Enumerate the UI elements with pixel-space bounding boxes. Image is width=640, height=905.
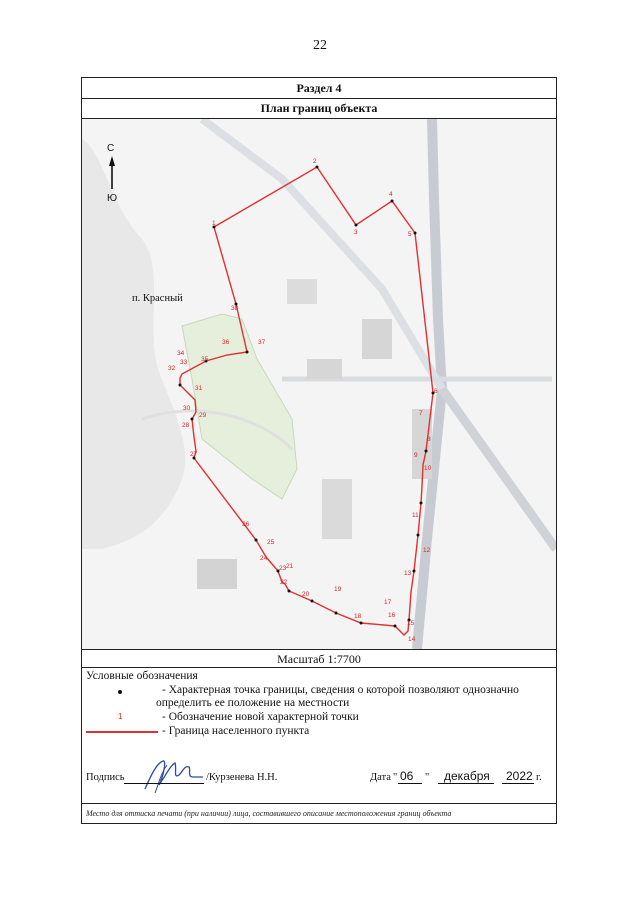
- north-label: С: [107, 143, 115, 154]
- map-canvas: [82, 119, 556, 649]
- point-label: 32: [168, 365, 176, 372]
- boundary-point: [191, 418, 194, 421]
- building: [307, 359, 342, 379]
- building: [362, 319, 392, 359]
- signatory-name: /Курзенева Н.Н.: [206, 772, 278, 783]
- point-label: 38: [231, 305, 239, 312]
- point-label: 1: [212, 220, 216, 227]
- boundary-point: [391, 200, 394, 203]
- point-label: 5: [408, 231, 412, 238]
- boundary-point: [425, 450, 428, 453]
- point-label: 29: [199, 412, 207, 419]
- date-year: 2022: [506, 769, 533, 783]
- point-label: 26: [242, 521, 250, 528]
- date-day-line: [398, 783, 422, 784]
- south-label: Ю: [107, 193, 118, 204]
- legend-number-symbol: 1: [118, 712, 123, 721]
- building: [322, 479, 352, 539]
- point-label: 24: [260, 555, 268, 562]
- boundary-map[interactable]: [82, 119, 556, 649]
- boundary-point: [316, 166, 319, 169]
- point-label: 35: [201, 356, 209, 363]
- point-label: 17: [384, 599, 392, 606]
- document-frame: [81, 77, 557, 824]
- point-label: 2: [313, 158, 317, 165]
- point-label: 10: [424, 465, 432, 472]
- legend-item-text: - Характерная точка границы, сведения о которой позволяют однозначно: [162, 684, 519, 696]
- point-label: 19: [334, 586, 342, 593]
- point-label: 11: [412, 512, 419, 519]
- boundary-point: [420, 502, 423, 505]
- date-year-line: [502, 783, 534, 784]
- date-month-line: [438, 783, 494, 784]
- boundary-point: [335, 612, 338, 615]
- boundary-point: [417, 534, 420, 537]
- date-label: Дата: [370, 772, 391, 783]
- point-label: 4: [389, 191, 393, 198]
- date-quote: ": [393, 772, 398, 783]
- legend-boundary-line: [86, 731, 158, 733]
- boundary-point: [311, 600, 314, 603]
- point-label: 25: [267, 539, 275, 546]
- point-label: 28: [182, 422, 190, 429]
- point-label: 23: [279, 565, 287, 572]
- date-month: декабря: [444, 769, 490, 783]
- point-label: 12: [423, 547, 431, 554]
- legend-point-symbol: [118, 690, 122, 694]
- section-title: Раздел 4: [82, 78, 556, 99]
- scale-label: Масштаб 1:7700: [82, 649, 556, 668]
- boundary-point: [355, 224, 358, 227]
- point-label: 33: [180, 359, 188, 366]
- stamp-note: Место для оттиска печати (при наличии) лица, составившего описание местоположения границ объекта: [82, 803, 556, 824]
- building: [287, 279, 317, 304]
- point-label: 31: [195, 385, 203, 392]
- point-label: 14: [408, 636, 416, 643]
- point-label: 16: [388, 612, 396, 619]
- boundary-point: [394, 625, 397, 628]
- point-label: 9: [414, 452, 418, 459]
- signature-stroke: [145, 761, 203, 789]
- page-number: 22: [313, 38, 327, 53]
- boundary-point: [414, 232, 417, 235]
- point-label: 15: [407, 620, 415, 627]
- signature-image: [137, 755, 207, 795]
- point-label: 18: [354, 613, 362, 620]
- legend-item-text: - Обозначение новой характерной точки: [162, 711, 359, 723]
- date-quote: ": [425, 772, 430, 783]
- point-label: 27: [190, 451, 198, 458]
- point-label: 30: [183, 405, 191, 412]
- boundary-point: [360, 622, 363, 625]
- boundary-point: [288, 590, 291, 593]
- boundary-point: [179, 384, 182, 387]
- point-label: 22: [280, 579, 288, 586]
- point-label: 36: [222, 339, 230, 346]
- place-label: п. Красный: [132, 293, 183, 304]
- point-label: 7: [419, 410, 423, 417]
- point-label: 37: [258, 339, 266, 346]
- point-label: 34: [177, 350, 185, 357]
- signature-label: Подпись: [86, 772, 125, 783]
- point-label: 6: [434, 388, 438, 395]
- legend-title: Условные обозначения: [86, 670, 198, 682]
- building: [197, 559, 237, 589]
- signature-row: [82, 753, 556, 803]
- point-label: 8: [427, 436, 431, 443]
- legend: [82, 667, 556, 754]
- boundary-point: [255, 539, 258, 542]
- point-label: 21: [286, 563, 294, 570]
- boundary-point: [246, 351, 249, 354]
- plan-title: План границ объекта: [82, 98, 556, 119]
- legend-item-text: определить ее положение на местности: [156, 697, 350, 709]
- point-label: 3: [354, 229, 358, 236]
- boundary-point: [413, 570, 416, 573]
- point-label: 13: [404, 570, 412, 577]
- legend-item-text: - Граница населенного пункта: [162, 725, 310, 737]
- signature-line: [124, 783, 204, 784]
- date-year-suffix: г.: [536, 772, 542, 783]
- point-label: 20: [302, 591, 310, 598]
- date-day: 06: [400, 769, 414, 783]
